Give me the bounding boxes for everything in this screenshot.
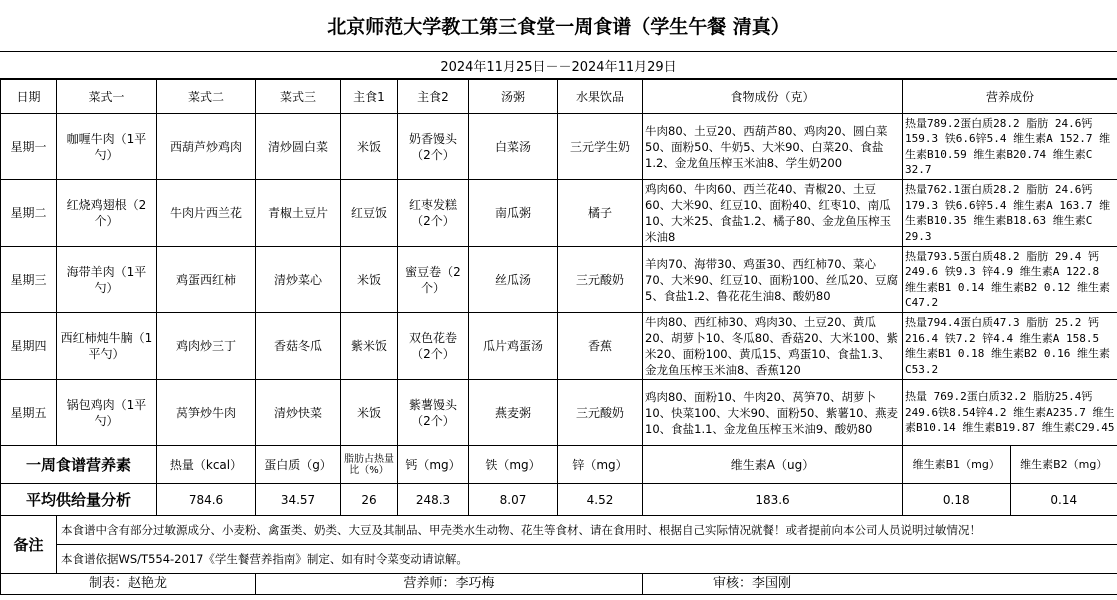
header-cell: 食物成份（克） <box>643 80 903 114</box>
staple1-cell: 红豆饭 <box>341 180 398 247</box>
average-value: 34.57 <box>256 484 341 516</box>
dish1-cell: 西红柿炖牛腩（1平勺） <box>57 313 157 380</box>
nutrition-cell: 热量793.5蛋白质48.2 脂肪 29.4 钙249.6 铁9.3 锌4.9 维生素A 122.8 维生素B1 0.14 维生素B2 0.12 维生素C47.2 <box>903 247 1117 313</box>
dish1-cell: 红烧鸡翅根（2个） <box>57 180 157 247</box>
weekly-nutrient-label: 一周食谱营养素 <box>1 446 157 484</box>
nutrient-split-header <box>903 446 1117 484</box>
staple1-cell: 米饭 <box>341 247 398 313</box>
soup-cell: 燕麦粥 <box>469 380 558 446</box>
soup-cell: 南瓜粥 <box>469 180 558 247</box>
nutrient-header: 铁（mg） <box>469 446 558 484</box>
reviewer-signature: 审核：李国刚 <box>643 574 1117 595</box>
signature-row <box>1 574 1117 595</box>
dish1-cell: 咖喱牛肉（1平勺） <box>57 114 157 180</box>
remark-row <box>1 516 1117 545</box>
day-label: 星期三 <box>1 247 57 313</box>
nutrient-header: 维生素B1（mg） <box>903 446 1011 483</box>
nutrition-cell: 热量 769.2蛋白质32.2 脂肪25.4钙249.6铁8.54锌4.2 维生素A235.7 维生素B10.14 维生素B19.87 维生素C29.45 <box>903 380 1117 446</box>
remark-label: 备注 <box>1 516 57 574</box>
average-value: 784.6 <box>157 484 256 516</box>
soup-cell: 白菜汤 <box>469 114 558 180</box>
remark-line-1: 本食谱中含有部分过敏源成分、小麦粉、禽蛋类、奶类、大豆及其制品、甲壳类水生动物、花生等食材、请在食用时、根据自己实际情况就餐！或者提前向本公司人员说明过敏情况！ <box>57 516 1117 545</box>
ingredients-cell: 羊肉70、海带30、鸡蛋30、西红柿70、菜心70、大米90、红豆10、面粉100、丝瓜20、豆腐5、食盐1.2、鲁花花生油8、酸奶80 <box>643 247 903 313</box>
day-label: 星期四 <box>1 313 57 380</box>
nutrition-cell: 热量762.1蛋白质28.2 脂肪 24.6钙179.3 铁6.6锌5.4 维生素A 163.7 维生素B10.35 维生素B18.63 维生素C 29.3 <box>903 180 1117 247</box>
average-value: 0.18 <box>903 484 1011 515</box>
fruit-cell: 橘子 <box>558 180 643 247</box>
staple2-cell: 紫薯馒头（2个） <box>398 380 469 446</box>
staple1-cell: 米饭 <box>341 380 398 446</box>
day-label: 星期五 <box>1 380 57 446</box>
header-cell: 主食2 <box>398 80 469 114</box>
nutrition-cell: 热量794.4蛋白质47.3 脂肪 25.2 钙216.4 铁7.2 锌4.4 维生素A 158.5 维生素B1 0.18 维生素B2 0.16 维生素C53.2 <box>903 313 1117 380</box>
day-row <box>1 247 1117 313</box>
nutrient-header: 蛋白质（g） <box>256 446 341 484</box>
average-value: 183.6 <box>643 484 903 516</box>
nutrition-cell: 热量789.2蛋白质28.2 脂肪 24.6钙159.3 铁6.6锌5.4 维生素A 152.7 维生素B10.59 维生素B20.74 维生素C 32.7 <box>903 114 1117 180</box>
page-title: 北京师范大学教工第三食堂一周食谱（学生午餐 清真） <box>0 0 1117 52</box>
fruit-cell: 三元酸奶 <box>558 380 643 446</box>
ingredients-cell: 鸡肉60、牛肉60、西兰花40、青椒20、土豆60、大米90、红豆10、面粉40、红枣10、南瓜10、大米25、食盐1.2、橘子80、金龙鱼压榨玉米油8 <box>643 180 903 247</box>
header-cell: 汤粥 <box>469 80 558 114</box>
day-label: 星期一 <box>1 114 57 180</box>
dish2-cell: 鸡肉炒三丁 <box>157 313 256 380</box>
nutrient-header: 锌（mg） <box>558 446 643 484</box>
nutrient-header: 热量（kcal） <box>157 446 256 484</box>
remark-row <box>1 545 1117 574</box>
header-cell: 水果饮品 <box>558 80 643 114</box>
fruit-cell: 三元酸奶 <box>558 247 643 313</box>
dish2-cell: 莴笋炒牛肉 <box>157 380 256 446</box>
header-cell: 主食1 <box>341 80 398 114</box>
header-cell: 营养成份 <box>903 80 1117 114</box>
dish1-cell: 海带羊肉（1平勺） <box>57 247 157 313</box>
dish3-cell: 清炒菜心 <box>256 247 341 313</box>
menu-table <box>0 79 1117 595</box>
fruit-cell: 三元学生奶 <box>558 114 643 180</box>
average-value: 26 <box>341 484 398 516</box>
soup-cell: 瓜片鸡蛋汤 <box>469 313 558 380</box>
staple1-cell: 米饭 <box>341 114 398 180</box>
header-row <box>1 80 1117 114</box>
dish3-cell: 清炒圆白菜 <box>256 114 341 180</box>
staple2-cell: 奶香馒头（2个） <box>398 114 469 180</box>
nutrient-header: 钙（mg） <box>398 446 469 484</box>
remark-line-2: 本食谱依据WS/T554-2017《学生餐营养指南》制定、如有时令菜变动请谅解。 <box>57 545 1117 574</box>
dish2-cell: 鸡蛋西红柿 <box>157 247 256 313</box>
header-cell: 菜式三 <box>256 80 341 114</box>
staple2-cell: 蜜豆卷（2个） <box>398 247 469 313</box>
nutrient-header: 脂肪占热量比（%） <box>341 446 398 484</box>
weekly-nutrient-header-row <box>1 446 1117 484</box>
dish3-cell: 清炒快菜 <box>256 380 341 446</box>
day-row <box>1 380 1117 446</box>
average-row <box>1 484 1117 516</box>
nutrient-header: 维生素A（ug） <box>643 446 903 484</box>
dish3-cell: 青椒土豆片 <box>256 180 341 247</box>
dish2-cell: 西葫芦炒鸡肉 <box>157 114 256 180</box>
nutritionist-signature: 营养师：李巧梅 <box>256 574 643 595</box>
average-value: 4.52 <box>558 484 643 516</box>
staple2-cell: 双色花卷（2个） <box>398 313 469 380</box>
date-range: 2024年11月25日－－2024年11月29日 <box>0 52 1117 79</box>
ingredients-cell: 鸡肉80、面粉10、牛肉20、莴笋70、胡萝卜10、快菜100、大米90、面粉50、紫薯10、燕麦10、食盐1.1、金龙鱼压榨玉米油9、酸奶80 <box>643 380 903 446</box>
header-cell: 菜式二 <box>157 80 256 114</box>
average-label: 平均供给量分析 <box>1 484 157 516</box>
day-row <box>1 180 1117 247</box>
header-cell: 菜式一 <box>57 80 157 114</box>
average-split-cell <box>903 484 1117 516</box>
staple2-cell: 红枣发糕（2个） <box>398 180 469 247</box>
dish3-cell: 香菇冬瓜 <box>256 313 341 380</box>
day-row <box>1 313 1117 380</box>
dish2-cell: 牛肉片西兰花 <box>157 180 256 247</box>
dish1-cell: 锅包鸡肉（1平勺） <box>57 380 157 446</box>
ingredients-cell: 牛肉80、土豆20、西葫芦80、鸡肉20、圆白菜50、面粉50、牛奶5、大米90、白菜20、食盐1.2、金龙鱼压榨玉米油8、学生奶200 <box>643 114 903 180</box>
average-value: 248.3 <box>398 484 469 516</box>
soup-cell: 丝瓜汤 <box>469 247 558 313</box>
average-value: 8.07 <box>469 484 558 516</box>
staple1-cell: 紫米饭 <box>341 313 398 380</box>
day-row <box>1 114 1117 180</box>
nutrient-header: 维生素B2（mg） <box>1020 457 1108 471</box>
average-value: 0.14 <box>1050 492 1078 507</box>
fruit-cell: 香蕉 <box>558 313 643 380</box>
header-cell: 日期 <box>1 80 57 114</box>
day-label: 星期二 <box>1 180 57 247</box>
ingredients-cell: 牛肉80、西红柿30、鸡肉30、土豆20、黄瓜20、胡萝卜10、冬瓜80、香菇20、大米100、紫米20、面粉100、黄瓜15、鸡蛋10、食盐1.3、金龙鱼压榨玉米油8、香蕉120 <box>643 313 903 380</box>
maker-signature: 制表：赵艳龙 <box>1 574 256 595</box>
